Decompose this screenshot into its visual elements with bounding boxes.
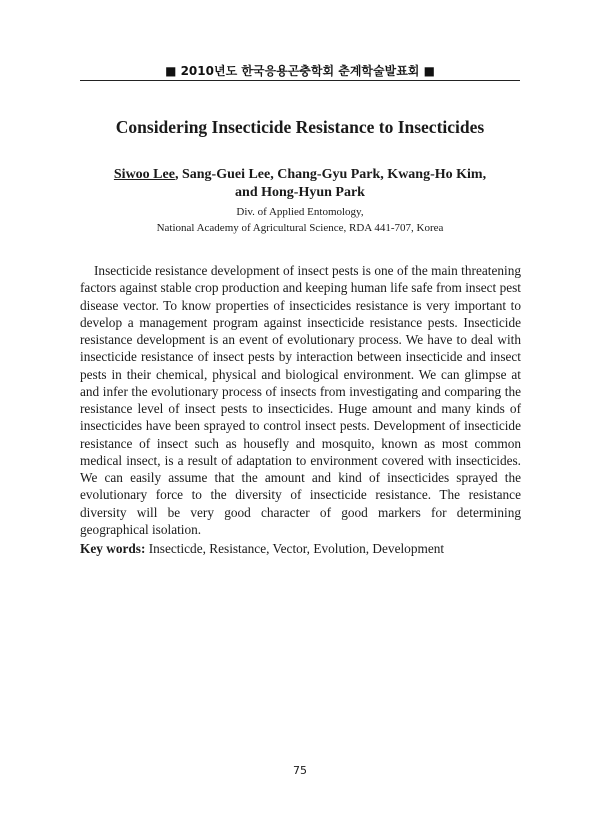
paper-title: Considering Insecticide Resistance to Insecticides xyxy=(115,117,485,137)
keywords-label: Key words: xyxy=(80,541,146,556)
affiliation xyxy=(0,205,600,236)
header-divider xyxy=(80,80,520,81)
co-authors-line1: , Sang-Guei Lee, Chang-Gyu Park, Kwang-Ho Kim, xyxy=(174,167,487,182)
abstract-body: Insecticide resistance development of insect pests is one of the main threatening factors against stable crop production and keeping human life safe from insect pest disease vector. To know properties of insecticides resistance is very important to develop a management program against insecticide resistance pests. Insecticide resistance development is an event of evolutionary process. We have to deal with insecticide resistance of insect pests by interaction between insecticide and insect pests in their chemical, physical and biological environment. We can glimpse at and infer the evolutionary process of insects from investigating and comparing the resistance level of insect pests to insecticides. Huge amount and many kinds of insecticides have been sprayed to control insect pests. Development of insecticide resistance of insect such as housefly and mosquito, known as most common medical insect, is a result of adaptation to environment covered with insecticides. We can easily assume that the amount and kind of insecticides sprayed the evolutionary force to the diversity of insecticide resistance. The resistance diversity will be very good character of good markers for determining geographical isolation. xyxy=(80,263,521,537)
co-authors-line2: and Hong-Hyun Park xyxy=(235,185,365,200)
keywords xyxy=(80,540,520,557)
page-number: 75 xyxy=(293,764,307,777)
author-list xyxy=(0,166,600,202)
conference-header: ■ 2010년도 한국응용곤충학회 춘계학술발표회 ■ xyxy=(165,64,435,78)
presenting-author: Siwoo Lee xyxy=(113,167,175,182)
affiliation-line1: Div. of Applied Entomology, xyxy=(236,206,364,218)
affiliation-line2: National Academy of Agricultural Science, RDA 441-707, Korea xyxy=(156,221,444,234)
keywords-text: Insecticde, Resistance, Vector, Evolution, Development xyxy=(145,541,445,556)
